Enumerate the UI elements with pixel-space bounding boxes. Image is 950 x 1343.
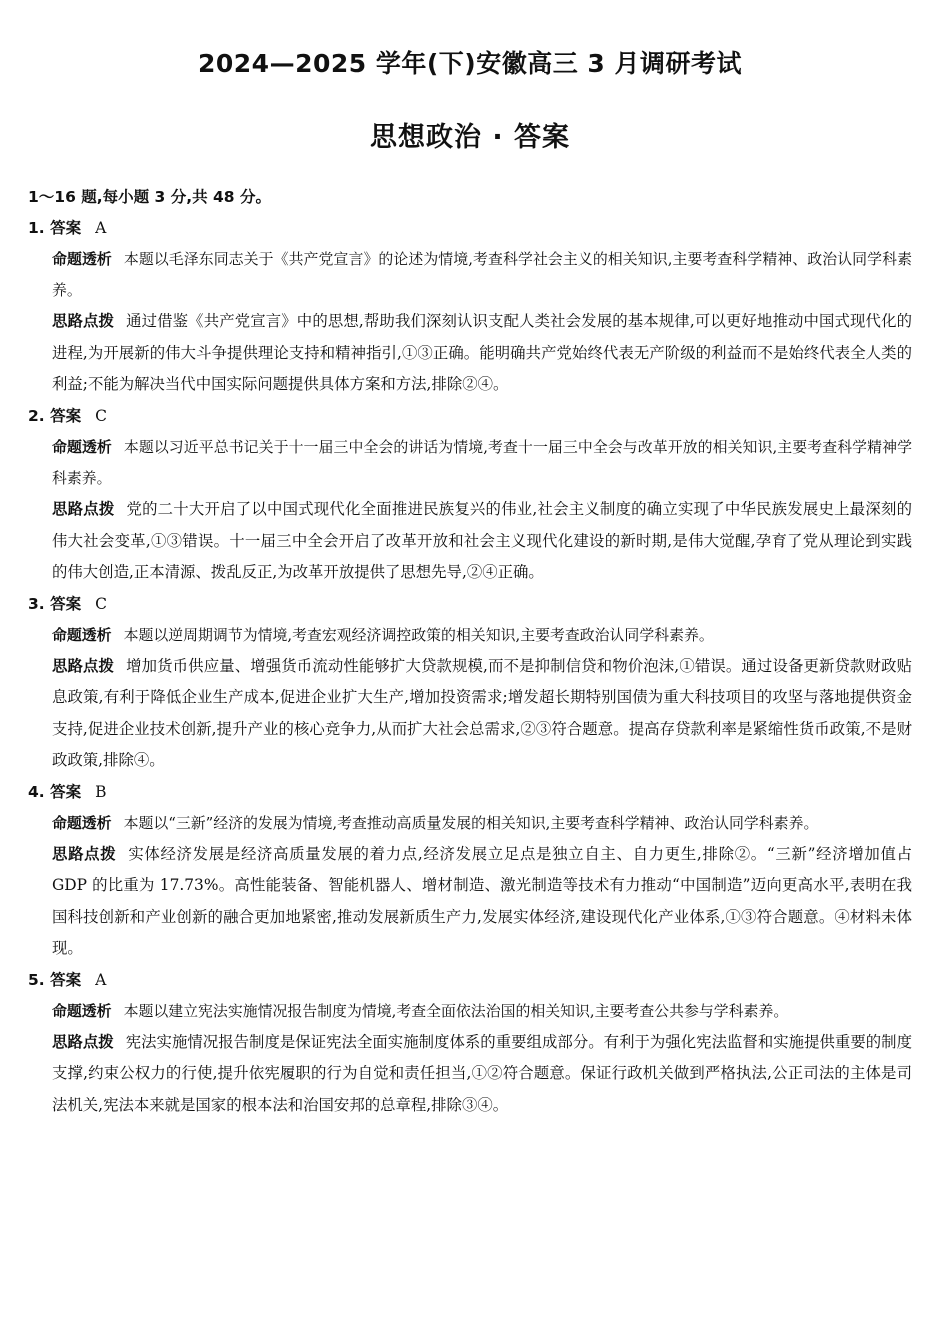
analysis-tag: 命题透析	[52, 814, 112, 833]
analysis-paragraph	[52, 432, 912, 494]
analysis-text: 本题以建立宪法实施情况报告制度为情境,考查全面依法治国的相关知识,主要考查公共参与学科素养。	[123, 1002, 789, 1021]
analysis-text: 本题以毛泽东同志关于《共产党宣言》的论述为情境,考查科学社会主义的相关知识,主要考查科学精神、政治认同学科素养。	[52, 250, 912, 300]
answer-letter: C	[95, 407, 107, 426]
answer-label: 3. 答案	[28, 595, 82, 614]
answer-line	[28, 588, 912, 620]
hint-text: 通过借鉴《共产党宣言》中的思想,帮助我们深刻认识支配人类社会发展的基本规律,可以更好地推动中国式现代化的进程,为开展新的伟大斗争提供理论支持和精神指引,①③正确。能明确共产党始终代表无产阶级的利益而不是始终代表全人类的利益;不能为解决当代中国实际问题提供具体方案和方法,排除②④。	[52, 312, 912, 393]
hint-text: 增加货币供应量、增强货币流动性能够扩大贷款规模,而不是抑制信贷和物价泡沫,①错误。通过设备更新贷款财政贴息政策,有利于降低企业生产成本,促进企业扩大生产,增加投资需求;增发超长期特别国债为重大科技项目的攻坚与落地提供资金支持,促进企业技术创新,提升产业的核心竞争力,从而扩大社会总需求,②③符合题意。提高存贷款利率是紧缩性货币政策,不是财政政策,排除④。	[52, 657, 912, 769]
answer-line	[28, 212, 912, 244]
page-title: 2024—2025 学年(下)安徽高三 3 月调研考试	[197, 49, 743, 78]
answer-label: 2. 答案	[28, 407, 82, 426]
hint-paragraph	[52, 494, 912, 588]
hint-text: 宪法实施情况报告制度是保证宪法全面实施制度体系的重要组成部分。有利于为强化宪法监督和实施提供重要的制度支撑,约束公权力的行使,提升依宪履职的行为自觉和责任担当,①②符合题意。保证行政机关做到严格执法,公正司法的主体是司法机关,宪法本来就是国家的根本法和治国安邦的总章程,排除③④。	[52, 1033, 912, 1114]
scoring-intro: 1～16 题,每小题 3 分,共 48 分。	[28, 188, 271, 206]
answer-letter: B	[95, 783, 107, 802]
answer-line	[28, 964, 912, 996]
analysis-text: 本题以习近平总书记关于十一届三中全会的讲话为情境,考查十一届三中全会与改革开放的相关知识,主要考查科学精神学科素养。	[52, 438, 912, 488]
answer-letter: C	[95, 595, 107, 614]
analysis-text: 本题以逆周期调节为情境,考查宏观经济调控政策的相关知识,主要考查政治认同学科素养。	[123, 626, 714, 645]
page-subtitle: 思想政治 · 答案	[369, 122, 571, 153]
answer-letter: A	[95, 219, 107, 237]
analysis-tag: 命题透析	[52, 438, 112, 457]
hint-text: 党的二十大开启了以中国式现代化全面推进民族复兴的伟业,社会主义制度的确立实现了中华民族发展史上最深刻的伟大社会变革,①③错误。十一届三中全会开启了改革开放和社会主义现代化建设的新时期,是伟大觉醒,孕育了党从理论到实践的伟大创造,正本清源、拨乱反正,为改革开放提供了思想先导,②④正确。	[52, 500, 912, 581]
hint-paragraph	[52, 839, 912, 964]
hint-tag: 思路点拨	[52, 500, 115, 519]
answer-label: 1. 答案	[28, 219, 82, 237]
hint-text: 实体经济发展是经济高质量发展的着力点,经济发展立足点是独立自主、自力更生,排除②。“三新”经济增加值占 GDP 的比重为 17.73%。高性能装备、智能机器人、增材制造、激光制造等技术有力推动“中国制造”迈向更高水平,表明在我国科技创新和产业创新的融合更加地紧密,推动发展新质生产力,发展实体经济,建设现代化产业体系,①③符合题意。④材料未体现。	[52, 845, 912, 957]
analysis-tag: 命题透析	[52, 1002, 112, 1021]
answer-line	[28, 400, 912, 432]
hint-tag: 思路点拨	[52, 845, 117, 864]
analysis-tag: 命题透析	[52, 626, 112, 645]
analysis-paragraph	[52, 620, 912, 651]
answer-letter: A	[95, 971, 107, 990]
question-3	[28, 588, 912, 776]
question-2	[28, 400, 912, 588]
analysis-text: 本题以“三新”经济的发展为情境,考查推动高质量发展的相关知识,主要考查科学精神、政治认同学科素养。	[123, 814, 819, 833]
hint-tag: 思路点拨	[52, 312, 115, 331]
answer-label: 5. 答案	[28, 971, 82, 990]
hint-paragraph	[52, 1027, 912, 1121]
hint-tag: 思路点拨	[52, 1033, 114, 1052]
question-1	[28, 212, 912, 400]
analysis-tag: 命题透析	[52, 250, 112, 268]
hint-tag: 思路点拨	[52, 657, 115, 676]
answer-line	[28, 776, 912, 808]
analysis-paragraph	[52, 808, 912, 839]
question-4	[28, 776, 912, 964]
hint-paragraph	[52, 651, 912, 776]
answer-label: 4. 答案	[28, 783, 82, 802]
analysis-paragraph	[52, 996, 912, 1027]
question-5	[28, 964, 912, 1121]
analysis-paragraph	[52, 244, 912, 306]
hint-paragraph	[52, 306, 912, 400]
